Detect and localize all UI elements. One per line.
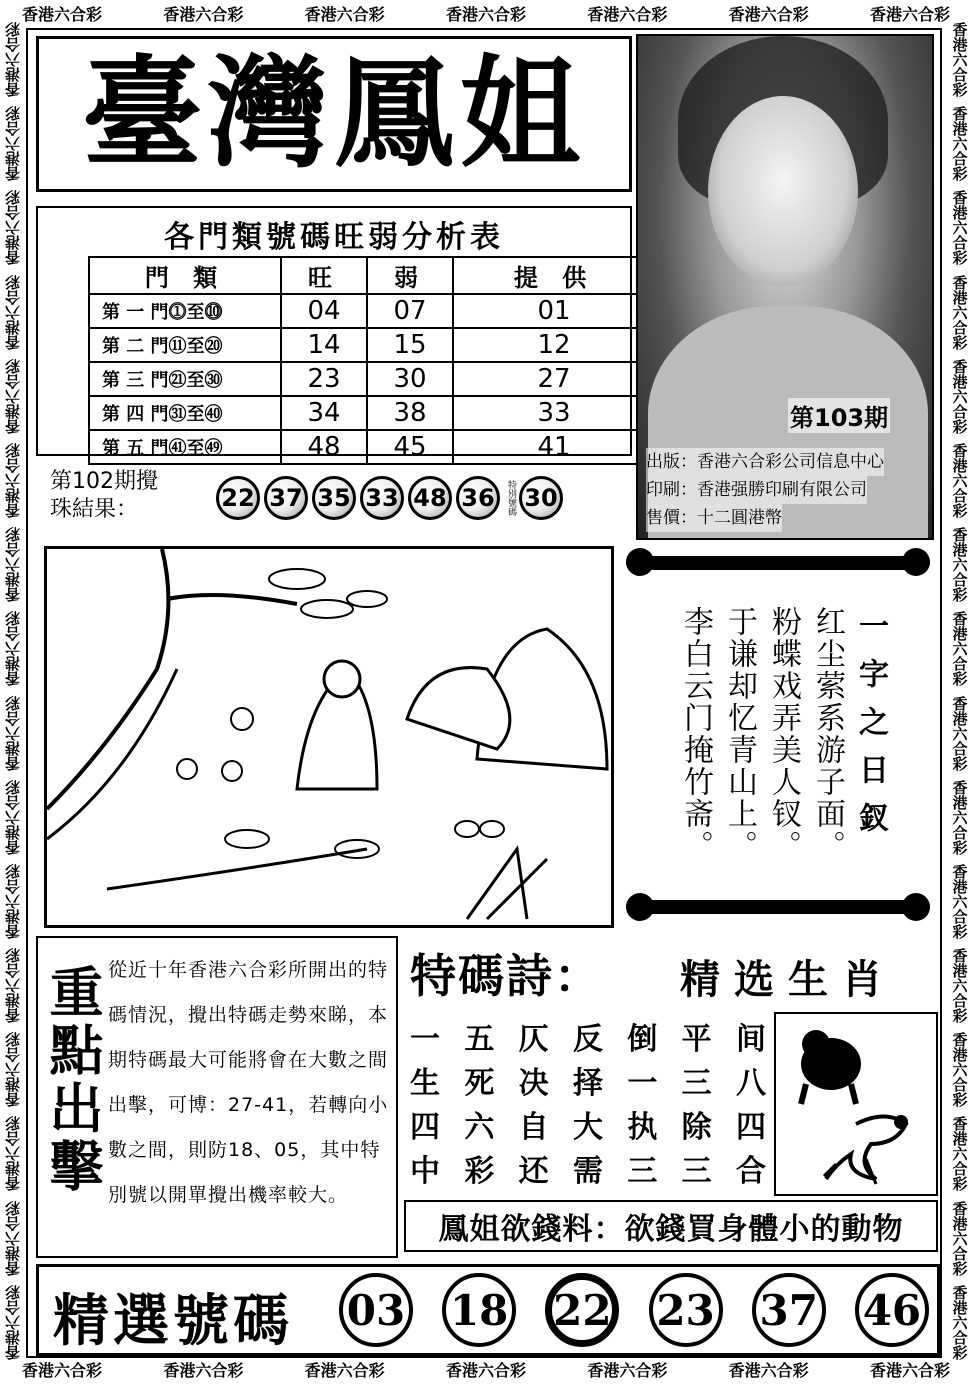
hint-text: 鳳姐欲錢料：欲錢買身體小的動物 bbox=[438, 1212, 904, 1247]
poem-char: 彩 bbox=[464, 1154, 495, 1189]
analysis-table-heading: 各門類號碼旺弱分析表 bbox=[164, 220, 504, 255]
top-border bbox=[22, 4, 950, 26]
special-ball: 30 bbox=[519, 476, 563, 520]
border-text: 香港六合彩 bbox=[950, 190, 969, 266]
poem-char: 一 bbox=[627, 1066, 658, 1101]
offer-cell: 12 bbox=[453, 328, 655, 362]
poem-char: 五 bbox=[464, 1022, 495, 1057]
border-text: 香港六合彩 bbox=[869, 1361, 950, 1380]
border-text: 香港六合彩 bbox=[163, 5, 244, 24]
poem-line: 粉蝶戏弄美人钗。 bbox=[766, 606, 801, 862]
result-ball: 22 bbox=[216, 476, 260, 520]
border-text: 香港六合彩 bbox=[3, 527, 22, 603]
border-text: 香港六合彩 bbox=[3, 863, 22, 939]
poem-char: 反 bbox=[572, 1022, 603, 1057]
draw-result-label bbox=[50, 468, 210, 524]
gate-range: ㉛至㊵ bbox=[168, 404, 223, 425]
gate-label: 第 四 門 bbox=[102, 404, 169, 425]
scroll-knob bbox=[626, 893, 654, 921]
result-ball: 37 bbox=[264, 476, 308, 520]
special-poem-grid bbox=[410, 1018, 766, 1194]
poem-char: 倒 bbox=[627, 1022, 658, 1057]
weak-cell: 15 bbox=[367, 328, 453, 362]
table-row bbox=[89, 430, 655, 464]
gate-range: ⑪至⑳ bbox=[168, 336, 223, 357]
issue-number: 第103期 bbox=[788, 398, 890, 433]
focus-text: 從近十年香港六合彩所開出的特碼情況，攪出特碼走勢來睇，本期特碼最大可能將會在大數之間出擊，可博：27-41，若轉向小數之間，則防18、05，其中特別號以開單攪出機率較大。 bbox=[108, 959, 389, 1206]
table-row bbox=[89, 328, 655, 362]
poem-char: 需 bbox=[572, 1154, 603, 1189]
border-text: 香港六合彩 bbox=[3, 1032, 22, 1108]
column-header: 弱 bbox=[367, 257, 453, 294]
scroll-knob bbox=[626, 548, 654, 576]
monkey-dragon-icon bbox=[776, 1014, 936, 1194]
poem-char: 择 bbox=[572, 1066, 603, 1101]
illustration bbox=[44, 546, 614, 928]
weak-cell: 30 bbox=[367, 362, 453, 396]
border-text: 香港六合彩 bbox=[950, 779, 969, 855]
printer-line: 印刷：香港强勝印刷有限公司 bbox=[646, 476, 867, 504]
weak-cell: 38 bbox=[367, 396, 453, 430]
gate-label: 第 一 門 bbox=[102, 302, 169, 323]
draw-label-line2: 珠結果： bbox=[50, 497, 139, 522]
border-text: 香港六合彩 bbox=[587, 5, 668, 24]
gate-range: ㉑至㉚ bbox=[168, 370, 223, 391]
border-text: 香港六合彩 bbox=[950, 863, 969, 939]
selected-number: 22 bbox=[545, 1273, 619, 1347]
border-text: 香港六合彩 bbox=[3, 611, 22, 687]
result-ball: 33 bbox=[360, 476, 404, 520]
border-text: 香港六合彩 bbox=[587, 1361, 668, 1380]
poem-char: 大 bbox=[572, 1110, 603, 1145]
border-text: 香港六合彩 bbox=[3, 274, 22, 350]
border-text: 香港六合彩 bbox=[445, 5, 526, 24]
table-row bbox=[89, 294, 655, 328]
border-text: 香港六合彩 bbox=[3, 22, 22, 97]
poem-char: 自 bbox=[518, 1110, 549, 1145]
selected-number: 37 bbox=[752, 1273, 826, 1347]
border-text: 香港六合彩 bbox=[445, 1361, 526, 1380]
poem-char: 三 bbox=[627, 1154, 658, 1189]
scroll-knob bbox=[902, 893, 930, 921]
table-header-row bbox=[89, 257, 655, 294]
strong-cell: 04 bbox=[281, 294, 367, 328]
price-line: 售價：十二圓港幣 bbox=[646, 504, 782, 532]
gate-range: ⓵至⓾ bbox=[168, 302, 223, 323]
model-photo bbox=[636, 34, 934, 540]
border-text: 香港六合彩 bbox=[728, 5, 809, 24]
border-text: 香港六合彩 bbox=[950, 527, 969, 603]
analysis-table bbox=[88, 256, 656, 465]
gate-cell bbox=[89, 430, 281, 464]
masthead bbox=[36, 36, 632, 192]
poem-char: 决 bbox=[518, 1066, 549, 1101]
border-text: 香港六合彩 bbox=[950, 1284, 969, 1360]
border-text: 香港六合彩 bbox=[22, 1361, 103, 1380]
left-border bbox=[2, 22, 24, 1360]
border-text: 香港六合彩 bbox=[3, 695, 22, 771]
result-ball: 48 bbox=[408, 476, 452, 520]
scroll-top-bar bbox=[626, 556, 930, 570]
poem-char: 还 bbox=[518, 1154, 549, 1189]
poem-char: 执 bbox=[627, 1110, 658, 1145]
gate-cell bbox=[89, 396, 281, 430]
poem-row bbox=[410, 1150, 766, 1194]
poem-char: 四 bbox=[410, 1110, 440, 1145]
border-text: 香港六合彩 bbox=[950, 695, 969, 771]
poem-title: 一字之日釵 bbox=[853, 610, 888, 850]
gate-range: ㊶至㊾ bbox=[168, 438, 223, 459]
offer-cell: 41 bbox=[453, 430, 655, 464]
border-text: 香港六合彩 bbox=[3, 442, 22, 518]
border-text: 香港六合彩 bbox=[950, 1116, 969, 1192]
gate-cell bbox=[89, 362, 281, 396]
poem-line: 于谦却忆青山上。 bbox=[722, 606, 757, 862]
result-ball: 35 bbox=[312, 476, 356, 520]
gate-label: 第 二 門 bbox=[102, 336, 169, 357]
gate-cell bbox=[89, 294, 281, 328]
publication-info bbox=[646, 448, 884, 532]
special-number-tag: 特別號碼 bbox=[506, 480, 516, 516]
border-text: 香港六合彩 bbox=[950, 611, 969, 687]
border-text: 香港六合彩 bbox=[950, 948, 969, 1024]
strong-cell: 23 bbox=[281, 362, 367, 396]
border-text: 香港六合彩 bbox=[3, 106, 22, 182]
poem-char: 间 bbox=[735, 1022, 766, 1057]
column-header: 提 供 bbox=[453, 257, 655, 294]
scroll-knob bbox=[902, 548, 930, 576]
poem-char: 平 bbox=[681, 1022, 712, 1057]
gate-cell bbox=[89, 328, 281, 362]
selected-number: 23 bbox=[649, 1273, 723, 1347]
result-ball: 36 bbox=[456, 476, 500, 520]
analysis-table-box bbox=[36, 206, 632, 462]
poem-line: 李白云门掩竹斋。 bbox=[678, 606, 713, 862]
poem-row bbox=[410, 1062, 766, 1106]
border-text: 香港六合彩 bbox=[950, 274, 969, 350]
border-text: 香港六合彩 bbox=[950, 442, 969, 518]
poem-char: 合 bbox=[735, 1154, 766, 1189]
strong-cell: 14 bbox=[281, 328, 367, 362]
strong-cell: 34 bbox=[281, 396, 367, 430]
special-poem-heading: 特碼詩： bbox=[410, 949, 602, 1003]
border-text: 香港六合彩 bbox=[869, 5, 950, 24]
zodiac-animals bbox=[774, 1012, 938, 1196]
border-text: 香港六合彩 bbox=[3, 1116, 22, 1192]
table-row bbox=[89, 396, 655, 430]
selected-title: 精選號碼 bbox=[53, 1288, 293, 1354]
zodiac-label: 精选生肖 bbox=[680, 956, 896, 1003]
poem-columns bbox=[676, 606, 846, 862]
poem-char: 八 bbox=[735, 1066, 766, 1101]
column-header: 旺 bbox=[281, 257, 367, 294]
border-text: 香港六合彩 bbox=[728, 1361, 809, 1380]
border-text: 香港六合彩 bbox=[950, 106, 969, 182]
poem-char: 除 bbox=[681, 1110, 712, 1145]
poem-char: 死 bbox=[464, 1066, 495, 1101]
border-text: 香港六合彩 bbox=[163, 1361, 244, 1380]
offer-cell: 01 bbox=[453, 294, 655, 328]
gate-label: 第 五 門 bbox=[102, 438, 169, 459]
column-header: 門 類 bbox=[89, 257, 281, 294]
table-row bbox=[89, 362, 655, 396]
draw-label-line1: 第102期攪 bbox=[50, 469, 158, 494]
selected-number: 18 bbox=[442, 1273, 516, 1347]
border-text: 香港六合彩 bbox=[3, 1284, 22, 1360]
selected-number: 46 bbox=[855, 1273, 929, 1347]
selected-numbers-box bbox=[36, 1264, 940, 1356]
poem-char: 四 bbox=[735, 1110, 766, 1145]
offer-cell: 27 bbox=[453, 362, 655, 396]
border-text: 香港六合彩 bbox=[22, 5, 103, 24]
border-text: 香港六合彩 bbox=[3, 948, 22, 1024]
poem-char: 仄 bbox=[518, 1022, 549, 1057]
strong-cell: 48 bbox=[281, 430, 367, 464]
border-text: 香港六合彩 bbox=[304, 1361, 385, 1380]
poem-char: 中 bbox=[410, 1154, 440, 1189]
poem-char: 一 bbox=[410, 1022, 440, 1057]
weak-cell: 07 bbox=[367, 294, 453, 328]
poem-char: 三 bbox=[681, 1154, 712, 1189]
draw-result-balls bbox=[216, 476, 567, 520]
poem-char: 三 bbox=[681, 1066, 712, 1101]
right-border bbox=[948, 22, 970, 1360]
focus-title: 重點出擊 bbox=[41, 964, 105, 1196]
border-text: 香港六合彩 bbox=[304, 5, 385, 24]
poem-row bbox=[410, 1106, 766, 1150]
weak-cell: 45 bbox=[367, 430, 453, 464]
border-text: 香港六合彩 bbox=[950, 1032, 969, 1108]
border-text: 香港六合彩 bbox=[3, 358, 22, 434]
poem-row bbox=[410, 1018, 766, 1062]
poem-scroll bbox=[626, 548, 930, 922]
scholar-illustration bbox=[47, 549, 611, 925]
page-title: 臺灣鳳姐 bbox=[82, 43, 586, 184]
photo-face bbox=[708, 96, 858, 286]
poem-char: 生 bbox=[410, 1066, 440, 1101]
border-text: 香港六合彩 bbox=[3, 1200, 22, 1276]
gate-label: 第 三 門 bbox=[102, 370, 169, 391]
border-text: 香港六合彩 bbox=[950, 358, 969, 434]
poem-line: 红尘萦系游子面。 bbox=[810, 606, 845, 862]
border-text: 香港六合彩 bbox=[950, 1200, 969, 1276]
border-text: 香港六合彩 bbox=[950, 22, 969, 97]
focus-box bbox=[36, 936, 398, 1258]
selected-numbers bbox=[339, 1273, 929, 1347]
border-text: 香港六合彩 bbox=[3, 779, 22, 855]
border-text: 香港六合彩 bbox=[3, 190, 22, 266]
selected-number: 03 bbox=[339, 1273, 413, 1347]
bottom-border bbox=[22, 1360, 950, 1382]
offer-cell: 33 bbox=[453, 396, 655, 430]
hint-box bbox=[404, 1200, 938, 1252]
poem-char: 六 bbox=[464, 1110, 495, 1145]
scroll-bottom-bar bbox=[626, 900, 930, 914]
publisher-line: 出版：香港六合彩公司信息中心 bbox=[646, 448, 884, 476]
